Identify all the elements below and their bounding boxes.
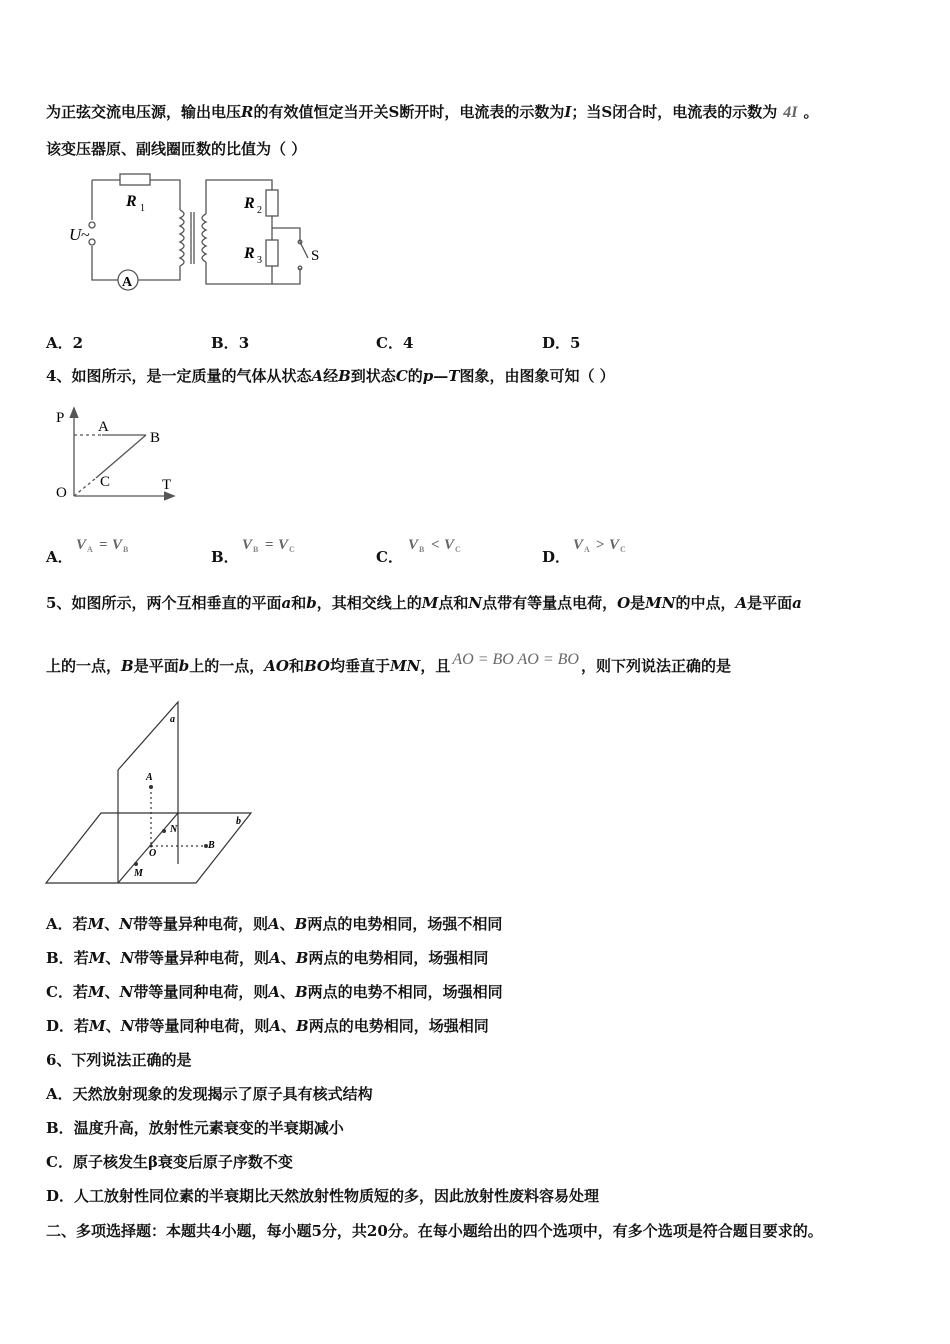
q3-intro-line bbox=[46, 102, 818, 123]
q4-pT-graph bbox=[54, 404, 184, 504]
q4-option-c-formula bbox=[406, 532, 476, 554]
q3-var-I: I bbox=[564, 103, 572, 121]
q3-label-U: U bbox=[69, 225, 82, 244]
q4-option-a-formula bbox=[74, 532, 144, 554]
svg-text:B: B bbox=[419, 545, 425, 554]
q4-options bbox=[46, 532, 926, 564]
q3-label-R2: R bbox=[244, 195, 255, 212]
svg-text:V: V bbox=[278, 537, 289, 553]
svg-text:B: B bbox=[123, 545, 129, 554]
svg-text:>: > bbox=[596, 537, 605, 553]
q5-point-M: M bbox=[134, 868, 143, 879]
q5-option-a[interactable]: A．若M、N带等量异种电荷，则A、B两点的电势相同，场强不相同 bbox=[46, 915, 503, 933]
q3-option-d[interactable]: D．5 bbox=[542, 334, 581, 352]
svg-text:C: C bbox=[455, 545, 461, 554]
svg-text:C: C bbox=[620, 545, 626, 554]
q3-intro-text-2: 的有效值恒定当开关S断开时，电流表的示数为 bbox=[253, 103, 565, 121]
q4-option-d-letter[interactable]: D． bbox=[542, 548, 571, 566]
q5-option-d[interactable]: D．若M、N带等量同种电荷，则A、B两点的电势相同，场强相同 bbox=[46, 1017, 489, 1035]
q5-question-line-2: 上的一点，B是平面b上的一点，AO和BO均垂直于MN，且 AO = BO AO = BO ，则下列说法正确的是 bbox=[46, 651, 731, 675]
q5-plane-b-label: b bbox=[236, 816, 241, 827]
q4-question-line: 4、如图所示，是一定质量的气体从状态A经B到状态C的p—T图象，由图象可知（ ） bbox=[46, 367, 615, 385]
svg-text:B: B bbox=[253, 545, 259, 554]
q3-label-R3: R bbox=[244, 245, 255, 262]
q4-option-c-letter[interactable]: C． bbox=[376, 548, 403, 566]
q5-planes-figure bbox=[46, 700, 256, 888]
q5-point-N: N bbox=[170, 824, 178, 835]
svg-text:V: V bbox=[76, 537, 87, 553]
q5-point-O: O bbox=[149, 848, 157, 859]
q6-option-d[interactable]: D．人工放射性同位素的半衰期比天然放射性物质短的多，因此放射性废料容易处理 bbox=[46, 1187, 600, 1205]
svg-text:V: V bbox=[408, 537, 419, 553]
q3-intro-text-1: 为正弦交流电压源，输出电压 bbox=[46, 103, 242, 121]
q3-label-R2-sub: 2 bbox=[257, 205, 262, 216]
q3-ammeter-label: A bbox=[122, 275, 133, 290]
q3-label-R1-sub: 1 bbox=[140, 203, 145, 214]
q6-option-b[interactable]: B．温度升高，放射性元素衰变的半衰期减小 bbox=[46, 1119, 344, 1137]
svg-text:A: A bbox=[87, 545, 93, 554]
q3-label-S: S bbox=[311, 248, 320, 264]
svg-text:=: = bbox=[99, 537, 108, 553]
section-2-heading: 二、多项选择题：本题共4小题，每小题5分，共20分。在每小题给出的四个选项中，有多个选项是符合题目要求的。 bbox=[46, 1222, 823, 1240]
q3-options bbox=[46, 332, 926, 352]
svg-text:V: V bbox=[444, 537, 455, 553]
q5-point-A: A bbox=[146, 772, 153, 783]
q4-option-d-formula bbox=[571, 532, 641, 554]
q4-axis-T: T bbox=[162, 477, 172, 493]
q3-question-line: 该变压器原、副线圈匝数的比值为（ ） bbox=[46, 140, 307, 158]
svg-text:V: V bbox=[573, 537, 584, 553]
q6-option-a[interactable]: A．天然放射现象的发现揭示了原子具有核式结构 bbox=[46, 1085, 373, 1103]
q3-label-tilde: ~ bbox=[81, 227, 90, 244]
q6-title: 6、下列说法正确的是 bbox=[46, 1051, 192, 1069]
svg-text:C: C bbox=[289, 545, 295, 554]
q6-option-c[interactable]: C．原子核发生β衰变后原子序数不变 bbox=[46, 1153, 293, 1171]
q5-question-line-1: 5、如图所示，两个互相垂直的平面a和b，其相交线上的M点和N点带有等量点电荷，O是MN的中点，A是平面a bbox=[46, 594, 802, 612]
svg-text:A: A bbox=[584, 545, 590, 554]
q3-intro-text-4: 。 bbox=[803, 103, 819, 121]
svg-text:<: < bbox=[431, 537, 440, 553]
q3-option-c[interactable]: C．4 bbox=[376, 334, 414, 352]
q3-option-b[interactable]: B．3 bbox=[211, 334, 250, 352]
q3-option-a[interactable]: A．2 bbox=[46, 334, 84, 352]
q3-intro-text-3: ；当S闭合时，电流表的示数为 bbox=[571, 103, 778, 121]
q4-point-C: C bbox=[100, 474, 111, 490]
q3-label-R1: R bbox=[126, 193, 137, 210]
q3-var-R: R bbox=[241, 103, 254, 121]
q4-option-b-letter[interactable]: B． bbox=[211, 548, 239, 566]
q3-label-R3-sub: 3 bbox=[257, 255, 262, 266]
q4-axis-P: P bbox=[56, 410, 65, 426]
q5-point-B: B bbox=[208, 840, 215, 851]
q4-point-B: B bbox=[150, 430, 161, 446]
q3-formula-4I: 4I bbox=[783, 104, 798, 121]
q5-option-c[interactable]: C．若M、N带等量同种电荷，则A、B两点的电势不相同，场强相同 bbox=[46, 983, 503, 1001]
q5-option-b[interactable]: B．若M、N带等量异种电荷，则A、B两点的电势相同，场强相同 bbox=[46, 949, 489, 967]
svg-text:V: V bbox=[609, 537, 620, 553]
q4-option-a-letter[interactable]: A． bbox=[46, 548, 73, 566]
svg-text:V: V bbox=[112, 537, 123, 553]
q4-origin-O: O bbox=[56, 485, 67, 501]
svg-text:V: V bbox=[242, 537, 253, 553]
q4-option-b-formula bbox=[240, 532, 310, 554]
svg-text:=: = bbox=[265, 537, 274, 553]
q4-point-A: A bbox=[98, 419, 109, 435]
q3-circuit-diagram bbox=[60, 168, 335, 298]
q5-formula: AO = BO AO = BO bbox=[452, 651, 579, 668]
q5-plane-a-label: a bbox=[170, 714, 175, 725]
